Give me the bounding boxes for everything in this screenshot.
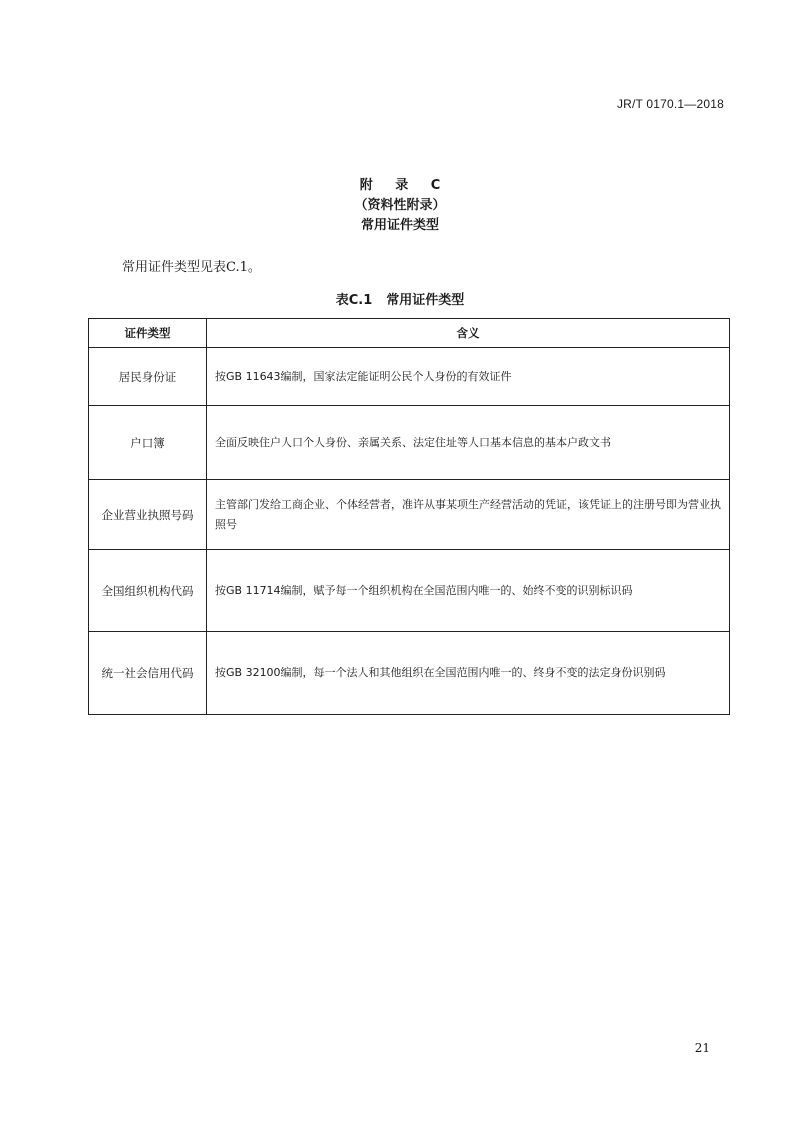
appendix-label: 附 录 C	[359, 178, 450, 193]
standard-code: JR/T 0170.1—2018	[616, 97, 724, 111]
table-row	[89, 632, 730, 715]
table-caption-number: 表C.1	[335, 293, 373, 308]
meaning-cell: 按GB 11643编制，国家法定能证明公民个人身份的有效证件	[207, 348, 730, 406]
appendix-heading	[0, 176, 800, 236]
table-caption	[0, 289, 800, 308]
meaning-cell: 全面反映住户人口个人身份、亲属关系、法定住址等人口基本信息的基本户政文书	[207, 406, 730, 480]
cert-type-cell: 户口簿	[89, 406, 207, 480]
meaning-cell: 主管部门发给工商企业、个体经营者，准许从事某项生产经营活动的凭证，该凭证上的注册号即为营业执照号	[207, 480, 730, 550]
certificate-types-table	[88, 318, 730, 715]
cert-type-cell: 企业营业执照号码	[89, 480, 207, 550]
table-caption-title: 常用证件类型	[386, 293, 465, 308]
meaning-cell: 按GB 32100编制，每一个法人和其他组织在全国范围内唯一的、终身不变的法定身份识别码	[207, 632, 730, 715]
header-meaning: 含义	[207, 319, 730, 348]
table-header-row	[89, 319, 730, 348]
intro-paragraph: 常用证件类型见表C.1。	[122, 260, 261, 275]
table-row	[89, 480, 730, 550]
cert-type-cell: 统一社会信用代码	[89, 632, 207, 715]
meaning-cell: 按GB 11714编制，赋予每一个组织机构在全国范围内唯一的、始终不变的识别标识码	[207, 550, 730, 632]
table-row	[89, 348, 730, 406]
table-row	[89, 550, 730, 632]
cert-type-cell: 全国组织机构代码	[89, 550, 207, 632]
appendix-nature: （资料性附录）	[354, 198, 446, 213]
cert-type-cell: 居民身份证	[89, 348, 207, 406]
table-row	[89, 406, 730, 480]
page-number: 21	[694, 1041, 710, 1055]
appendix-title: 常用证件类型	[360, 218, 439, 233]
header-cert-type: 证件类型	[89, 319, 207, 348]
